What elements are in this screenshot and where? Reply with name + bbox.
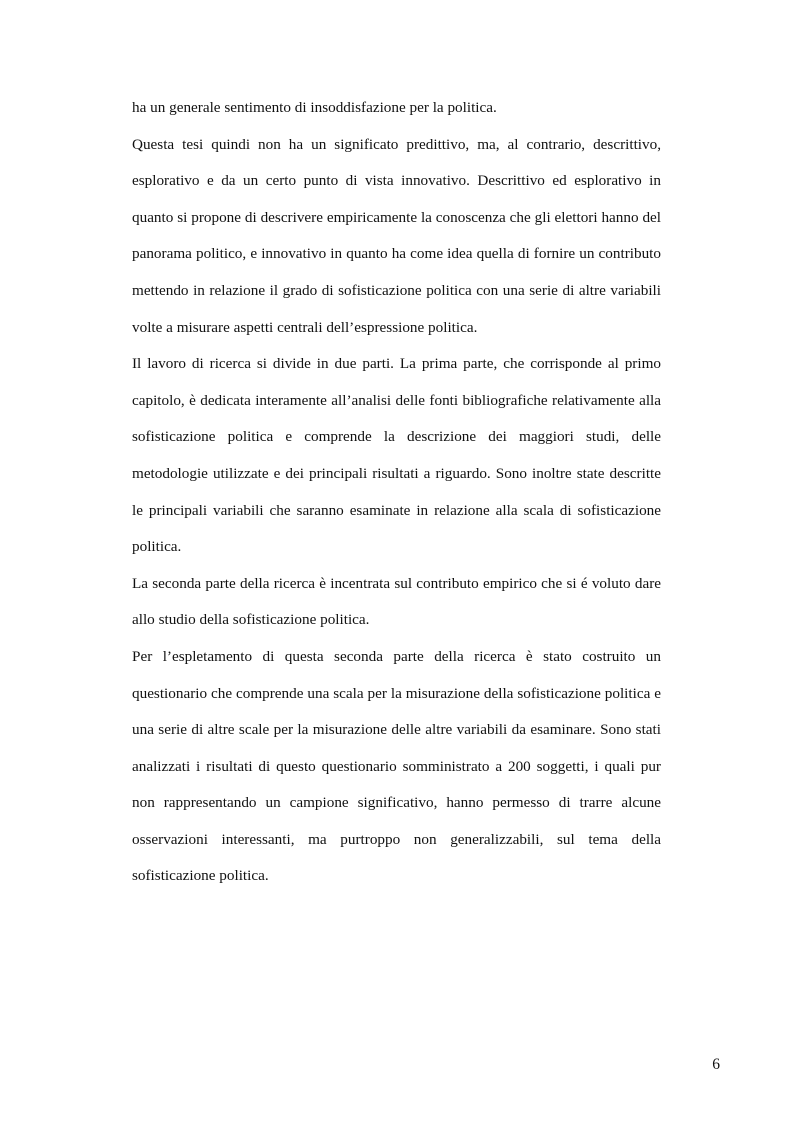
paragraph-2: Questa tesi quindi non ha un significato predittivo, ma, al contrario, descrittivo, esplorativo e da un certo punto di vista innovativo. Descrittivo ed esplorativo in quanto si propone di descrivere empiricamente la conoscenza che gli elettori hanno del panorama politico, e innovativo in quanto ha come idea quella di fornire un contributo mettendo in relazione il grado di sofisticazione politica con una serie di altre variabili volte a misurare aspetti centrali dell’espressione politica. xyxy=(132,135,661,336)
paragraph-3: Il lavoro di ricerca si divide in due parti. La prima parte, che corrisponde al primo capitolo, è dedicata interamente all’analisi delle fonti bibliografiche relativamente alla sofisticazione politica e comprende la descrizione dei maggiori studi, delle metodologie utilizzate e dei principali risultati a riguardo. Sono inoltre state descritte le principali variabili che saranno esaminate in relazione alla scala di sofisticazione politica. xyxy=(132,355,661,556)
paragraph-5: Per l’espletamento di questa seconda parte della ricerca è stato costruito un questionario che comprende una scala per la misurazione della sofisticazione politica e una serie di altre scale per la misurazione delle altre variabili da esaminare. Sono stati analizzati i risultati di questo questionario somministrato a 200 soggetti, i quali pur non rappresentando un campione significativo, hanno permesso di trarre alcune osservazioni interessanti, ma purtroppo non generalizzabili, sul tema della sofisticazione politica. xyxy=(132,647,661,885)
paragraph-1: ha un generale sentimento di insoddisfazione per la politica. xyxy=(132,99,497,116)
body-text xyxy=(132,90,661,895)
page-number: 6 xyxy=(712,1056,720,1073)
paragraph-4: La seconda parte della ricerca è incentrata sul contributo empirico che si é voluto dare allo studio della sofisticazione politica. xyxy=(132,574,661,629)
